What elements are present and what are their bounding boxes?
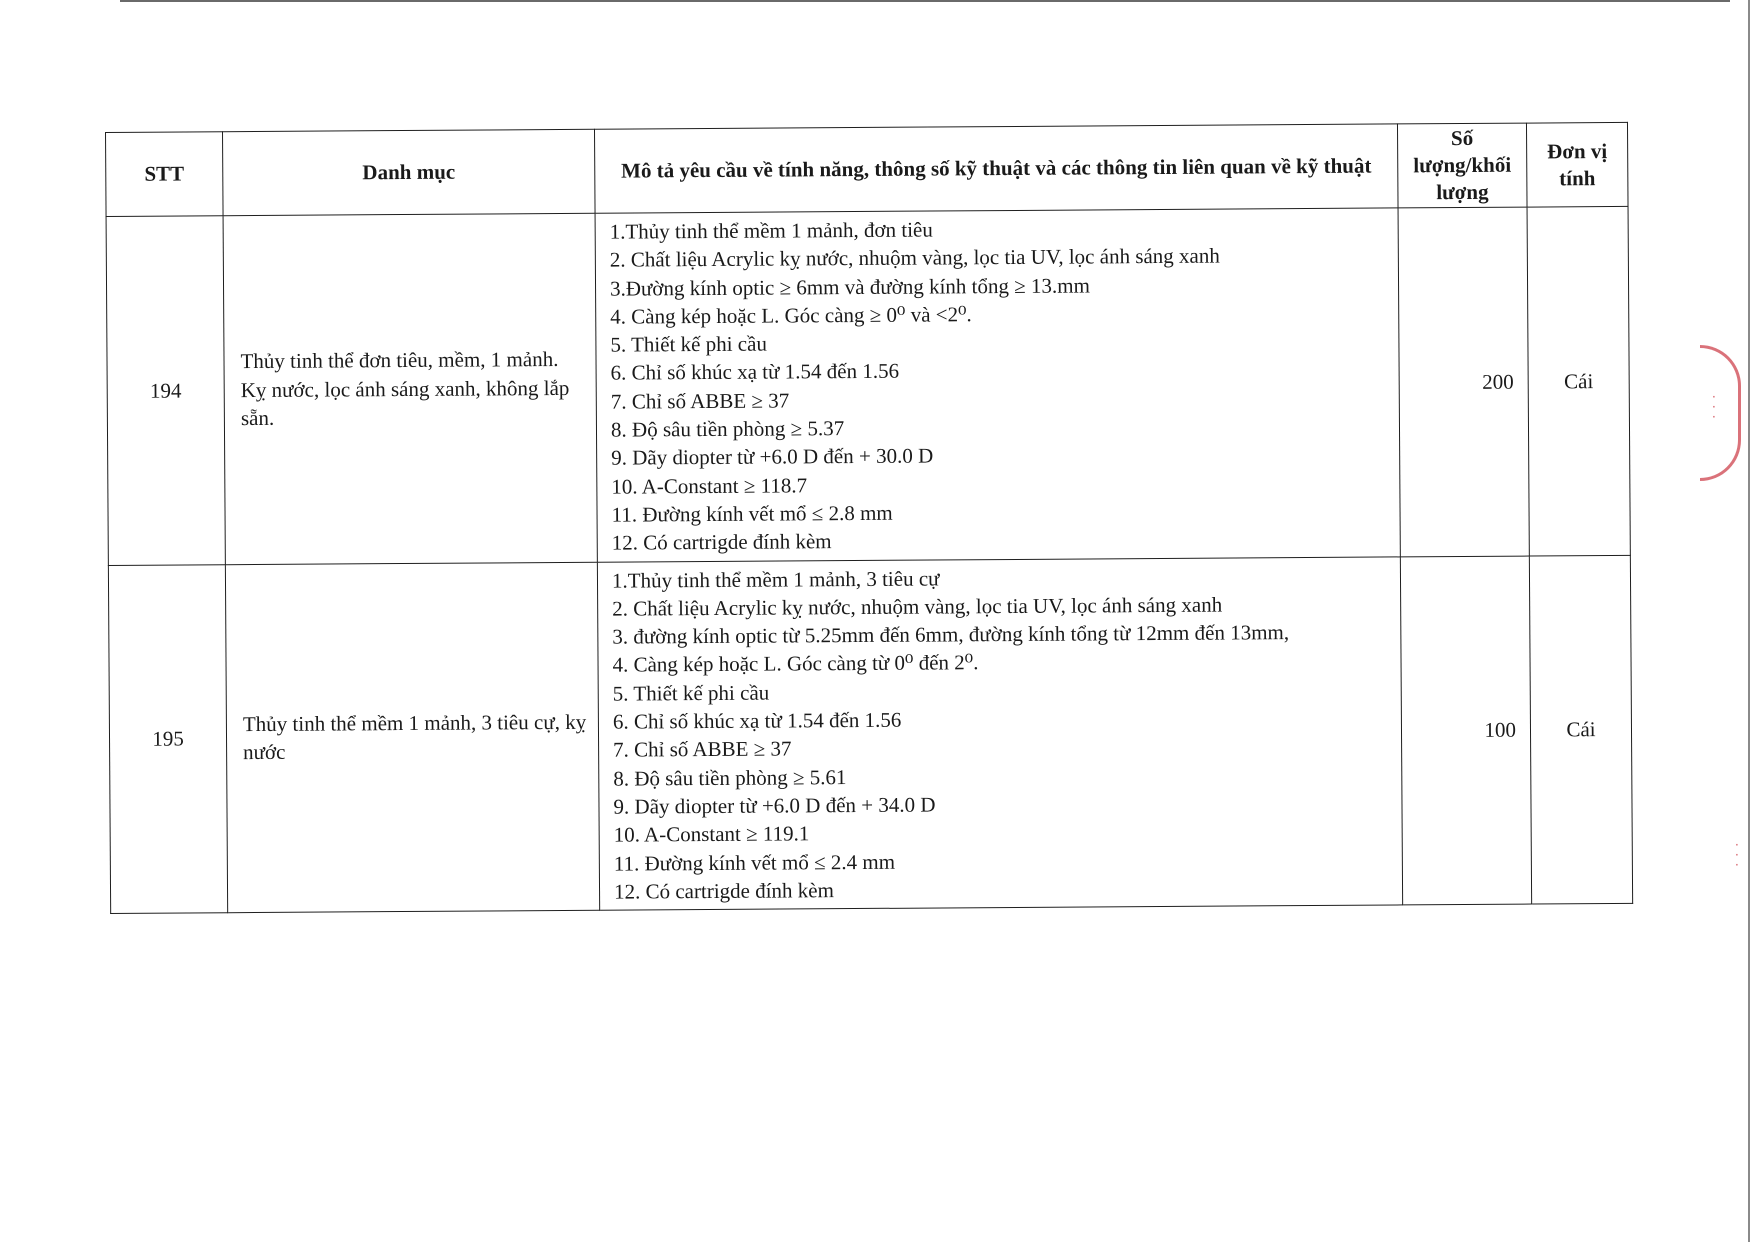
header-stt: STT [106,132,224,217]
seal-mark: · · · [1712,390,1716,424]
row-quantity: 100 [1400,556,1531,905]
spec-line: 5. Thiết kế phi cầu [610,331,767,357]
specification-table [105,122,1633,914]
spec-line: 2. Chất liệu Acrylic kỵ nước, nhuộm vàng, lọc tia UV, lọc ánh sáng xanh [612,592,1223,621]
row-quantity: 200 [1398,207,1529,556]
table-row [106,206,1630,565]
spec-line: 10. A-Constant ≥ 119.1 [613,821,810,847]
spec-line: 8. Độ sâu tiền phòng ≥ 5.37 [610,416,845,442]
spec-line: 1.Thủy tinh thể mềm 1 mảnh, 3 tiêu cự [611,566,940,593]
row-name: Thủy tinh thể mềm 1 mảnh, 3 tiêu cự, kỵ nước [225,562,599,913]
spec-line: 10. A-Constant ≥ 118.7 [611,473,808,499]
row-name: Thủy tinh thể đơn tiêu, mềm, 1 mảnh. Kỵ nước, lọc ánh sáng xanh, không lắp sẵn. [223,213,597,564]
spec-line: 12. Có cartrigde đính kèm [613,878,834,904]
spec-line: 7. Chỉ số ABBE ≥ 37 [613,736,792,762]
spec-line: 1.Thủy tinh thể mềm 1 mảnh, đơn tiêu [609,217,933,244]
header-quantity: Số lượng/khối lượng [1397,123,1527,208]
table-row [108,555,1632,914]
spec-line: 3.Đường kính optic ≥ 6mm và đường kính tổng ≥ 13.mm [609,273,1090,301]
seal-mark-lower: · · · [1735,838,1739,872]
header-unit: Đơn vị tính [1526,122,1628,207]
spec-line: 4. Càng kép hoặc L. Góc càng ≥ 0⁰ và <2⁰. [610,302,972,329]
scan-top-edge [120,0,1730,2]
spec-line: 6. Chỉ số khúc xạ từ 1.54 đến 1.56 [610,359,900,386]
header-name: Danh mục [223,129,596,215]
row-stt: 195 [108,564,227,913]
row-description [595,208,1400,562]
spec-line: 11. Đường kính vết mổ ≤ 2.8 mm [611,500,893,527]
spec-line: 11. Đường kính vết mổ ≤ 2.4 mm [613,849,896,876]
row-stt: 194 [106,216,225,565]
spec-line: 4. Càng kép hoặc L. Góc càng từ 0⁰ đến 2⁰. [612,650,979,678]
spec-line: 2. Chất liệu Acrylic kỵ nước, nhuộm vàng, lọc tia UV, lọc ánh sáng xanh [609,243,1220,272]
scan-right-edge [1748,0,1750,1242]
spec-line: 8. Độ sâu tiền phòng ≥ 5.61 [613,764,847,791]
spec-line: 9. Dãy diopter từ +6.0 D đến + 34.0 D [613,792,936,819]
row-unit: Cái [1527,206,1630,555]
spec-line: 5. Thiết kế phi cầu [612,680,770,706]
spec-line: 3. đường kính optic từ 5.25mm đến 6mm, đường kính tổng từ 12mm đến 13mm, [612,620,1290,649]
spec-line: 9. Dãy diopter từ +6.0 D đến + 30.0 D [611,443,934,471]
row-unit: Cái [1529,555,1632,904]
header-description: Mô tả yêu cầu về tính năng, thông số kỹ thuật và các thông tin liên quan về kỹ thuật [594,124,1398,213]
spec-line: 6. Chỉ số khúc xạ từ 1.54 đến 1.56 [612,707,902,734]
spec-line: 7. Chỉ số ABBE ≥ 37 [610,388,790,414]
table-header-row [106,122,1629,216]
spec-line: 12. Có cartrigde đính kèm [611,529,832,555]
row-description [597,556,1402,910]
